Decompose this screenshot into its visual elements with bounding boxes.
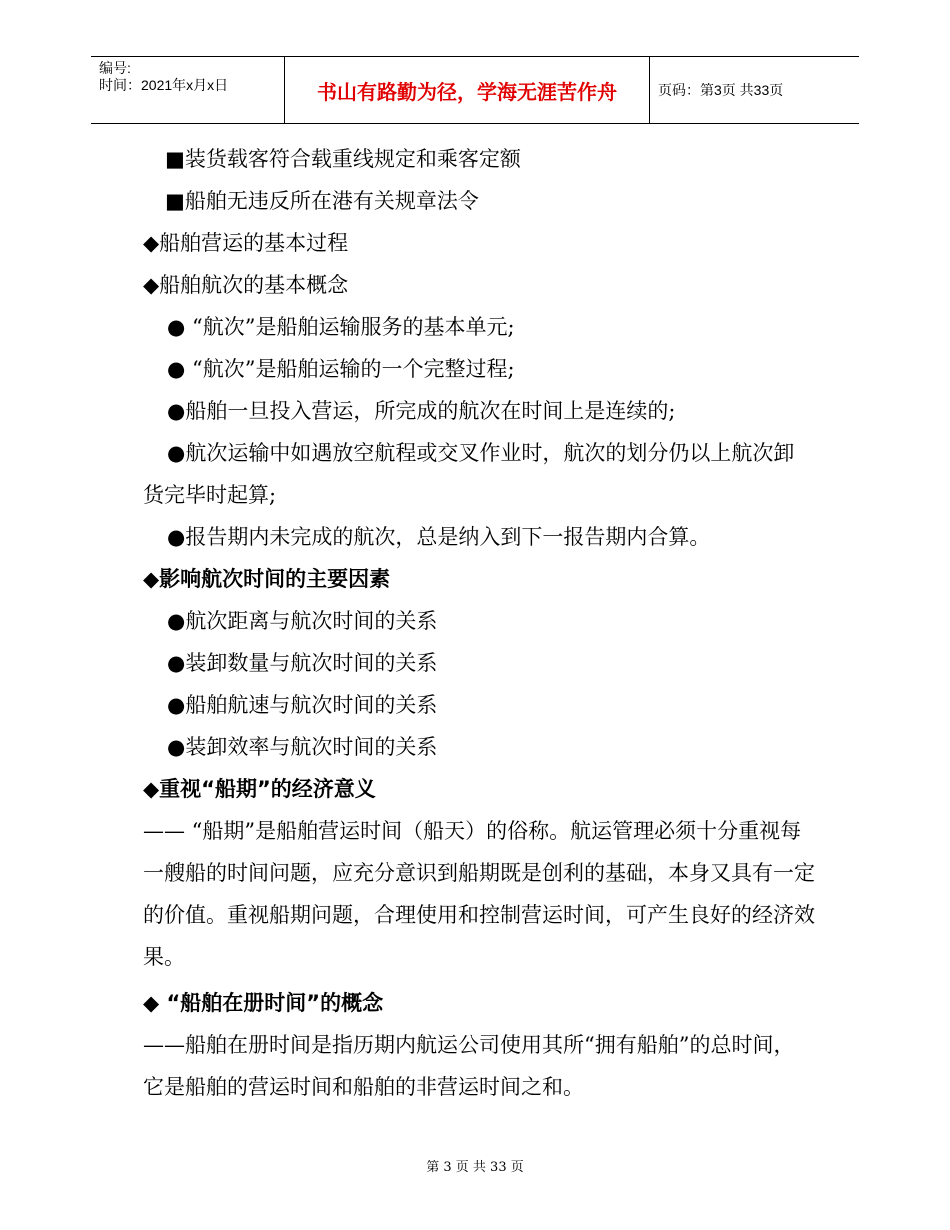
list-item: ● “航次”是船舶运输服务的基本单元; — [167, 315, 515, 339]
page-header — [91, 56, 859, 124]
section-heading: ◆船舶营运的基本过程 — [143, 231, 349, 255]
page-footer: 第 3 页 共 33 页 — [426, 1160, 524, 1175]
list-item: ●航次距离与航次时间的关系 — [167, 609, 438, 633]
list-item: ●航次运输中如遇放空航程或交叉作业时，航次的划分仍以上航次卸货完毕时起算; — [143, 441, 795, 507]
paragraph: ——船舶在册时间是指历期内航运公司使用其所“拥有船舶”的总时间，它是船舶的营运时间和船舶的非营运时间之和。 — [143, 1033, 795, 1099]
document-body — [143, 138, 815, 1108]
list-item: ●船舶航速与航次时间的关系 — [167, 693, 438, 717]
list-item: ● “航次”是船舶运输的一个完整过程; — [167, 357, 515, 381]
section-heading: ◆影响航次时间的主要因素 — [143, 567, 391, 591]
header-meta — [91, 57, 285, 123]
list-item: ●装卸效率与航次时间的关系 — [167, 735, 438, 759]
time-label: 时间：2021年x月x日 — [99, 77, 229, 93]
list-item: ●船舶一旦投入营运，所完成的航次在时间上是连续的; — [167, 399, 676, 423]
header-page-info: 页码：第3页 共33页 — [658, 82, 784, 98]
list-item: ■船舶无违反所在港有关规章法令 — [165, 189, 479, 213]
section-heading: ◆ “船舶在册时间”的概念 — [143, 991, 384, 1015]
list-item: ●报告期内未完成的航次，总是纳入到下一报告期内合算。 — [167, 525, 711, 549]
section-heading: ◆船舶航次的基本概念 — [143, 273, 349, 297]
serial-label: 编号: — [99, 60, 131, 76]
list-item: ●装卸数量与航次时间的关系 — [167, 651, 438, 675]
list-item: ■装货载客符合载重线规定和乘客定额 — [165, 147, 521, 171]
paragraph: —— “船期”是船舶营运时间（船天）的俗称。航运管理必须十分重视每一艘船的时间问题，应充分意识到船期既是创利的基础，本身又具有一定的价值。重视船期问题，合理使用和控制营运时间，可产生良好的经济效果。 — [143, 819, 815, 969]
header-motto: 书山有路勤为径，学海无涯苦作舟 — [285, 57, 650, 123]
section-heading: ◆重视“船期”的经济意义 — [143, 777, 376, 801]
